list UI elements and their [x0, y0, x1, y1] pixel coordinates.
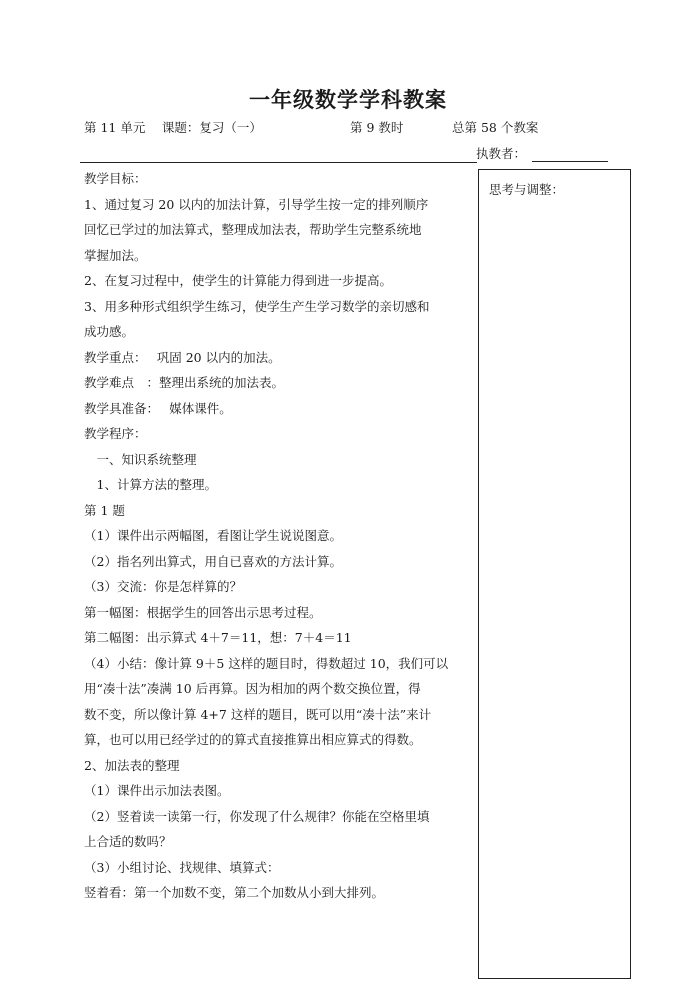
lesson-number: 第 9 教时 [350, 120, 404, 135]
content-line: （3）小组讨论、找规律、填算式： [84, 859, 280, 875]
content-line: 竖着看：第一个加数不变，第二个加数从小到大排列。 [84, 885, 385, 900]
content-line: 第二幅图：出示算式 4＋7＝11，想：7＋4＝11 [84, 630, 352, 645]
content-line: 2、在复习过程中，使学生的计算能力得到进一步提高。 [84, 273, 392, 288]
reflection-header: 思考与调整： [489, 182, 565, 197]
content-line: 成功感。 [84, 324, 135, 339]
content-line: （2）竖着读一读第一行，你发现了什么规律？你能在空格里填 [84, 808, 430, 824]
lesson-content [84, 166, 474, 906]
unit-and-topic: 第 11 单元 课题：复习（一） [84, 120, 262, 135]
content-line: 第一幅图：根据学生的回答出示思考过程。 [84, 604, 322, 620]
author-field [476, 144, 608, 162]
content-line: （3）交流：你是怎样算的？ [84, 579, 242, 594]
content-line: （4）小结：像计算 9＋5 这样的题目时，得数超过 10，我们可以 [84, 655, 449, 671]
content-line: 3、用多种形式组织学生练习，使学生产生学习数学的亲切感和 [84, 298, 430, 314]
author-label: 执教者： [476, 146, 527, 161]
reflection-cell [478, 169, 631, 979]
document-title: 一年级数学学科教案 [249, 87, 447, 112]
content-line: 一、知识系统整理 [84, 451, 197, 467]
content-line: 教学程序： [84, 426, 147, 441]
content-line: 算，也可以用已经学过的的算式直接推算出相应算式的得数。 [84, 732, 422, 747]
content-line: 1、计算方法的整理。 [84, 477, 217, 492]
content-line: 2、加法表的整理 [84, 757, 180, 773]
content-line: 教学重点： 巩固 20 以内的加法。 [84, 349, 281, 365]
content-line: 数不变，所以像计算 4+7 这样的题目，既可以用“凑十法”来计 [84, 706, 432, 722]
content-line: 上合适的数吗？ [84, 834, 172, 849]
total-plan-number: 总第 58 个教案 [452, 120, 539, 135]
content-line: 第 1 题 [84, 502, 125, 518]
content-line: （2）指名列出算式，用自已喜欢的方法计算。 [84, 553, 342, 569]
content-line: 1、通过复习 20 以内的加法计算，引导学生按一定的排列顺序 [84, 196, 429, 212]
content-line: 教学具准备： 媒体课件。 [84, 400, 232, 416]
content-line: （1）课件出示加法表图。 [84, 783, 230, 798]
content-line: 回忆已学过的加法算式，整理成加法表，帮助学生完整系统地 [84, 222, 422, 237]
author-blank-line [532, 149, 608, 162]
content-line: （1）课件出示两幅图，看图让学生说说图意。 [84, 528, 342, 543]
content-line: 掌握加法。 [84, 247, 147, 263]
content-line: 用“凑十法”凑满 10 后再算。因为相加的两个数交换位置，得 [84, 681, 421, 696]
content-line: 教学难点 ：整理出系统的加法表。 [84, 375, 285, 390]
content-line: 教学目标： [84, 171, 147, 186]
